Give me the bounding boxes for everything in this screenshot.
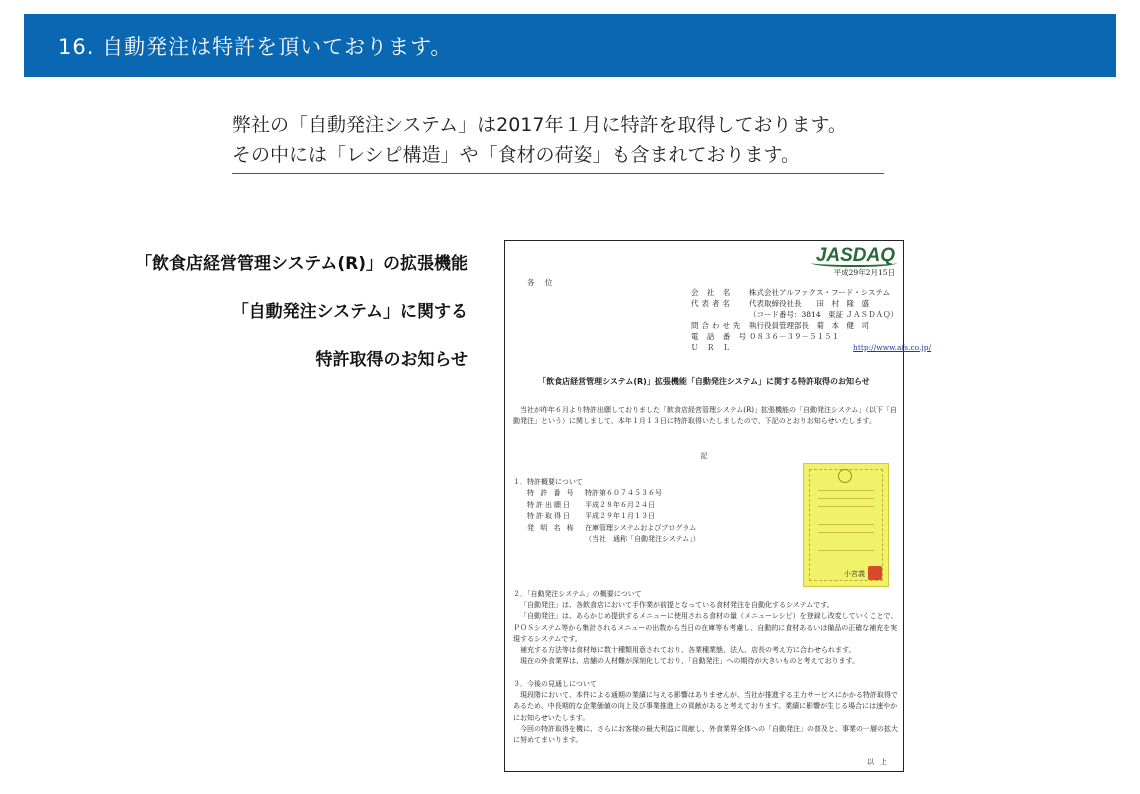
- sender-row: [691, 331, 931, 342]
- sender-row: [691, 342, 931, 353]
- jasdaq-logo: JASDAQ: [815, 245, 895, 266]
- section-title: ２．「自動発注システム」の概要について: [513, 590, 642, 598]
- press-release-document: [504, 240, 932, 772]
- patent-value: 特許第６０７４５３６号: [585, 489, 662, 498]
- company-url-link[interactable]: http://www.afs.co.jp/: [853, 343, 932, 352]
- announcement-title: [135, 252, 468, 396]
- sender-row: [691, 309, 931, 320]
- document-body: 当社が昨年６月より特許出願しておりました「飲食店経営管理システム(R)」拡張機能の「自動発注システム」（以下「自動発注」という）に関しまして、本年１月１３日に特許取得いたしましたので、下記のとおりお知らせいたします。: [513, 406, 897, 425]
- certificate-seal-icon: [868, 566, 882, 580]
- sender-block: [691, 287, 931, 353]
- patent-value: 平成２８年６月２４日: [585, 500, 655, 509]
- banner-title: 16. 自動発注は特許を頂いております。: [58, 35, 453, 59]
- section-patent-overview: [513, 477, 700, 545]
- patent-value: 平成２９年１月１３日: [585, 512, 655, 521]
- patent-label: 発 明 名 称: [527, 523, 576, 532]
- patent-certificate-image: [803, 463, 889, 587]
- sender-label: 会 社 名: [691, 288, 734, 297]
- section-paragraph: 現段階において、本件による通期の業績に与える影響はありませんが、当社が推進する主力サービスにかかる特許取得であるため、中長期的な企業価値の向上及び事業推進上の貢献があると考えております。業績に影響が生じる場合には速やかにお知らせいたします。: [513, 691, 898, 722]
- certificate-text-line: [818, 490, 874, 491]
- patent-label: 特 許 番 号: [527, 489, 576, 498]
- certificate-text-line: [818, 498, 874, 499]
- patent-row: [513, 511, 700, 522]
- section-paragraph: 「自動発注」は、各飲食店において手作業が前提となっている食材発注を自動化するシステムです。: [520, 601, 834, 610]
- certificate-signature: 小宮義: [844, 570, 865, 578]
- sender-value: 執行役員管理部長 菊 本 健 司: [749, 321, 869, 330]
- announcement-title-line-1: 「飲食店経営管理システム(R)」の拡張機能: [135, 254, 468, 274]
- section-paragraph: 現在の外食業界は、店舗の人材難が深刻化しており、｢自動発注」への期待が大きいものと考えております。: [520, 657, 859, 666]
- sender-row: [691, 320, 931, 331]
- intro-line-1: 弊社の「自動発注システム」は2017年１月に特許を取得しております。: [232, 114, 847, 136]
- patent-label: 特許取得日: [527, 512, 572, 521]
- patent-value: （当社 通称「自動発注システム」）: [585, 535, 700, 544]
- sender-label: 電 話 番 号: [691, 332, 750, 341]
- sender-row: [691, 298, 931, 309]
- document-ki: 記: [700, 452, 708, 460]
- patent-row: [513, 500, 700, 511]
- jasdaq-logo-swoosh: [811, 259, 897, 267]
- patent-value: 在庫管理システムおよびプログラム: [585, 523, 697, 532]
- section-title: １．特許概要について: [513, 478, 583, 486]
- sender-value: （コード番号：3814 東証 ＪＡＳＤＡＱ）: [749, 310, 898, 319]
- certificate-text-line: [818, 524, 874, 525]
- sender-row: [691, 287, 931, 298]
- announcement-title-line-2: 「自動発注システム」に関する: [231, 302, 468, 322]
- sender-label: 問合わせ先: [691, 321, 744, 330]
- announcement-title-line-3: 特許取得のお知らせ: [315, 350, 468, 370]
- sender-label: 代表者名: [691, 299, 733, 308]
- sender-value: 代表取締役社長 田 村 隆 盛: [749, 299, 869, 308]
- certificate-text-line: [818, 506, 874, 507]
- title-banner: [24, 14, 1116, 77]
- document-date: 平成29年2月15日: [833, 268, 895, 277]
- sender-value: ０８３６－３９－５１５１: [749, 332, 839, 341]
- document-end-mark: 以上: [867, 758, 893, 766]
- intro-text: [232, 110, 884, 174]
- section-paragraph: 補充する方法等は食材毎に数十種類用意されており、各業種業態、法人、店長の考え方に合わせられます。: [520, 646, 856, 655]
- sender-label: [691, 309, 749, 320]
- patent-label: 特許出願日: [527, 500, 572, 509]
- section-paragraph: 「自動発注」は、あらかじめ提供するメニューに使用される食材の量（メニューレシピ）を登録し改変していくことで、ＰＯＳシステム等から集計されるメニューの出数から当日の在庫等も考慮し、自動的に食材あるいは備品の正確な補充を実現するシステムです。: [513, 612, 898, 643]
- document-heading: 「飲食店経営管理システム(R)」拡張機能「自動発注システム」に関する特許取得のお知らせ: [538, 377, 870, 386]
- section-outlook: [513, 679, 901, 746]
- section-system-overview: [513, 589, 901, 667]
- intro-underline: [232, 173, 884, 174]
- sender-label: Ｕ Ｒ Ｌ: [691, 343, 734, 352]
- patent-label: [513, 534, 585, 545]
- patent-row: [513, 534, 700, 545]
- document-addressee: 各 位: [527, 278, 557, 287]
- sender-value: 株式会社アルファクス・フード・システム: [749, 288, 890, 297]
- certificate-border: [809, 469, 883, 581]
- certificate-text-line: [818, 550, 874, 551]
- certificate-text-line: [818, 532, 874, 533]
- patent-row: [513, 488, 700, 499]
- certificate-emblem-icon: [838, 469, 852, 483]
- patent-row: [513, 523, 700, 534]
- intro-line-2: その中には「レシピ構造」や「食材の荷姿」も含まれております。: [232, 144, 801, 166]
- section-title: ３．今後の見通しについて: [513, 680, 597, 688]
- section-paragraph: 今回の特許取得を機に、さらにお客様の最大利益に貢献し、外食業界全体への「自動発注」の普及と、事業の一層の拡大に努めてまいります。: [513, 724, 898, 745]
